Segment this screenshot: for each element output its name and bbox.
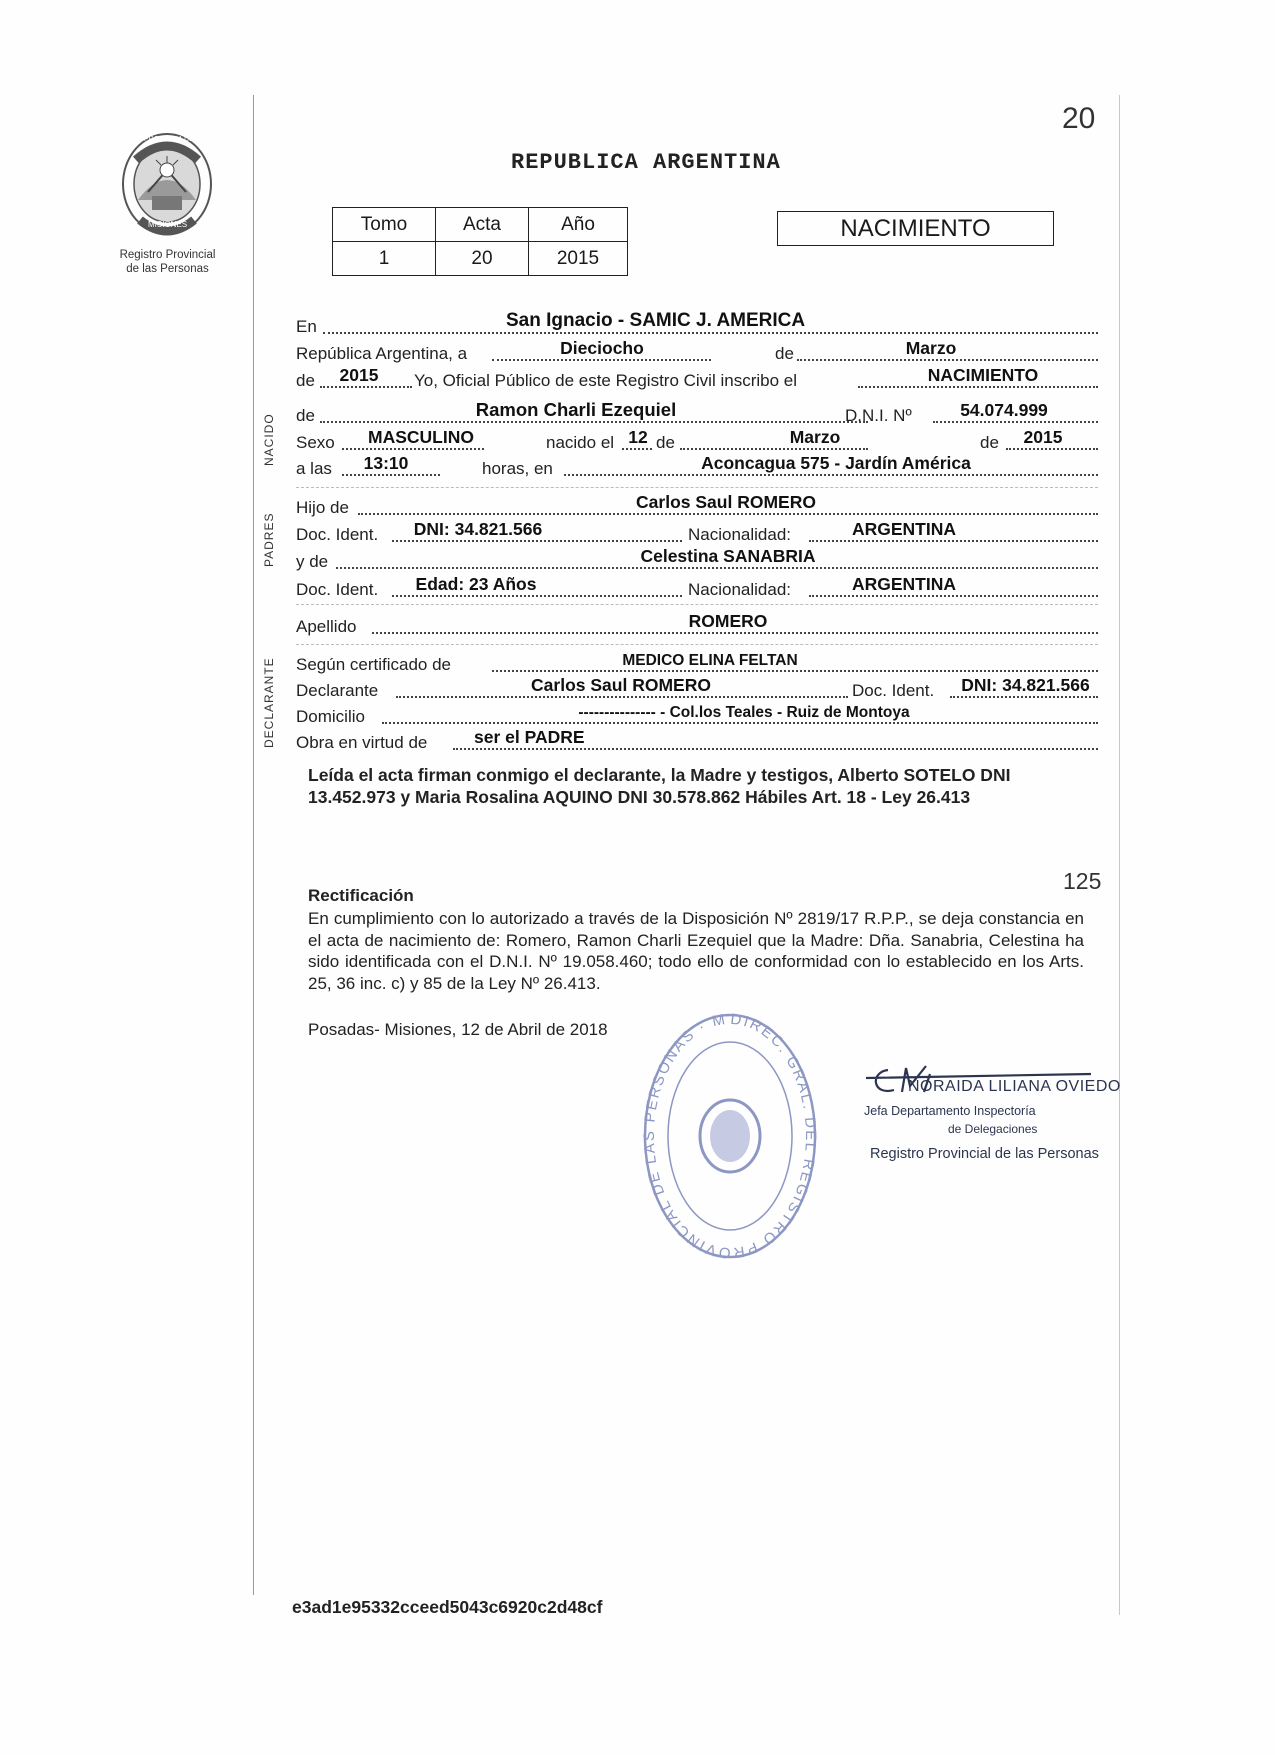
value-father-nat: ARGENTINA bbox=[851, 519, 957, 539]
row-name bbox=[296, 401, 1098, 427]
value-obra: ser el PADRE bbox=[474, 727, 585, 747]
rectification-place-date: Posadas- Misiones, 12 de Abril de 2018 bbox=[308, 1020, 608, 1039]
row-year bbox=[296, 366, 1098, 392]
row-time bbox=[296, 454, 1098, 480]
left-margin-line bbox=[253, 95, 254, 1595]
value-apellido: ROMERO bbox=[688, 611, 768, 631]
label-de-birth-year: de bbox=[980, 433, 999, 452]
label-doc-ident-declarante: Doc. Ident. bbox=[852, 681, 935, 700]
rectification-body: En cumplimiento con lo autorizado a través de la Disposición Nº 2819/17 R.P.P., se deja constancia en el acta de nacimiento de: Romero, Ramon Charli Ezequiel que la Madre: Dña. Sanabria, Celestina ha sido identificada con el D.N.I. Nº 19.058.460; todo ello de conformidad con lo establecido en los Arts. 25, 36 inc. c) y 85 de la Ley Nº 26.413. bbox=[308, 909, 1084, 993]
signature-statement: Leída el acta firman conmigo el declarante, la Madre y testigos, Alberto SOTELO DNI 13.452.973 y Maria Rosalina AQUINO DNI 30.578.862 Hábiles Art. 18 - Ley 26.413 bbox=[308, 765, 1011, 807]
label-segun: Según certificado de bbox=[296, 655, 451, 674]
divider-apellido bbox=[296, 644, 1098, 645]
label-obra: Obra en virtud de bbox=[296, 733, 428, 752]
label-horas-en: horas, en bbox=[482, 459, 553, 478]
header-ano: Año bbox=[529, 208, 628, 242]
divider-nacido bbox=[296, 487, 1098, 488]
label-sexo: Sexo bbox=[296, 433, 335, 452]
value-declarante: Carlos Saul ROMERO bbox=[531, 675, 711, 695]
value-year: 2015 bbox=[339, 365, 379, 385]
label-doc-ident-father: Doc. Ident. bbox=[296, 525, 379, 544]
label-doc-ident-mother: Doc. Ident. bbox=[296, 580, 379, 599]
value-month: Marzo bbox=[905, 338, 957, 358]
value-father: Carlos Saul ROMERO bbox=[636, 492, 816, 512]
right-margin-line bbox=[1119, 95, 1120, 1615]
label-republica: República Argentina, a bbox=[296, 344, 468, 363]
signatory-role-1: Jefa Departamento Inspectoría bbox=[864, 1104, 1036, 1118]
label-y-de: y de bbox=[296, 552, 329, 571]
row-domicilio bbox=[296, 702, 1098, 728]
value-sexo: MASCULINO bbox=[368, 427, 474, 447]
value-name: Ramon Charli Ezequiel bbox=[475, 399, 677, 420]
row-declarante bbox=[296, 676, 1098, 702]
rectification-number: 125 bbox=[1063, 868, 1102, 894]
label-a-las: a las bbox=[296, 459, 332, 478]
seal-bottom-text: MISIONES bbox=[148, 220, 188, 229]
value-declarante-doc: DNI: 34.821.566 bbox=[961, 675, 1090, 695]
label-nacido-el: nacido el bbox=[546, 433, 615, 452]
rectification-title: Rectificación bbox=[308, 886, 414, 905]
value-day: Dieciocho bbox=[560, 338, 644, 358]
value-ano: 2015 bbox=[529, 242, 628, 276]
value-father-doc: DNI: 34.821.566 bbox=[413, 519, 543, 539]
row-mother-doc bbox=[296, 575, 1098, 601]
logo-caption-2: de las Personas bbox=[126, 263, 209, 275]
value-mother: Celestina SANABRIA bbox=[640, 546, 816, 566]
label-domicilio: Domicilio bbox=[296, 707, 365, 726]
signatory-org: Registro Provincial de las Personas bbox=[870, 1146, 1099, 1162]
value-dni: 54.074.999 bbox=[960, 400, 1048, 420]
row-apellido bbox=[296, 612, 1098, 638]
section-label-declarante: DECLARANTE bbox=[262, 657, 276, 748]
label-nacionalidad-mother: Nacionalidad: bbox=[688, 580, 792, 599]
header-tomo: Tomo bbox=[333, 208, 436, 242]
label-hijo-de: Hijo de bbox=[296, 498, 349, 517]
row-republica bbox=[296, 339, 1098, 365]
document-title: REPUBLICA ARGENTINA bbox=[511, 150, 781, 175]
value-time: 13:10 bbox=[363, 453, 409, 473]
label-yo: Yo, Oficial Público de este Registro Civil inscribo el bbox=[414, 371, 797, 390]
section-label-nacido: NACIDO bbox=[262, 413, 276, 466]
page-number: 20 bbox=[1062, 102, 1096, 135]
value-birth-day: 12 bbox=[628, 427, 648, 447]
row-father bbox=[296, 493, 1098, 519]
official-stamp bbox=[640, 1010, 820, 1262]
province-seal bbox=[118, 130, 216, 238]
document-hash: e3ad1e95332cceed5043c6920c2d48cf bbox=[292, 1597, 603, 1617]
value-place: Aconcagua 575 - Jardín América bbox=[701, 453, 971, 473]
label-de-month: de bbox=[775, 344, 794, 363]
value-birth-month: Marzo bbox=[789, 427, 841, 447]
value-mother-nat: ARGENTINA bbox=[851, 574, 957, 594]
signatory-name: NORAIDA LILIANA OVIEDO bbox=[908, 1078, 1121, 1095]
signatory-role-2: de Delegaciones bbox=[948, 1122, 1038, 1136]
row-obra bbox=[296, 728, 1098, 754]
value-cert: MEDICO ELINA FELTAN bbox=[622, 652, 798, 669]
row-mother bbox=[296, 547, 1098, 573]
value-birth-year: 2015 bbox=[1023, 427, 1063, 447]
record-table bbox=[332, 207, 628, 276]
label-nacionalidad-father: Nacionalidad: bbox=[688, 525, 792, 544]
header-acta: Acta bbox=[436, 208, 529, 242]
row-father-doc bbox=[296, 520, 1098, 546]
seal-arc-text: PROVINCIA DE bbox=[144, 136, 194, 143]
row-sexo bbox=[296, 428, 1098, 454]
label-de-birth-month: de bbox=[656, 433, 675, 452]
label-apellido: Apellido bbox=[296, 617, 357, 636]
value-act: NACIMIENTO bbox=[927, 365, 1039, 385]
label-de-name: de bbox=[296, 406, 315, 425]
value-domicilio: --------------- - Col.los Teales - Ruiz de Montoya bbox=[578, 704, 910, 721]
row-certificado bbox=[296, 650, 1098, 676]
value-tomo: 1 bbox=[333, 242, 436, 276]
logo-caption-1: Registro Provincial bbox=[119, 249, 216, 261]
value-mother-doc: Edad: 23 Años bbox=[415, 574, 537, 594]
label-declarante: Declarante bbox=[296, 681, 379, 700]
divider-padres bbox=[296, 604, 1098, 605]
row-en bbox=[296, 312, 1098, 338]
value-acta: 20 bbox=[436, 242, 529, 276]
record-type-box bbox=[777, 211, 1054, 246]
stamp-ring-text: DIREC. GRAL. DEL REGISTRO PROVINCIAL DE LAS PERSONAS · M bbox=[640, 1010, 819, 1262]
value-en: San Ignacio - SAMIC J. AMERICA bbox=[506, 310, 806, 331]
section-label-padres: PADRES bbox=[262, 512, 276, 567]
label-dni: D.N.I. Nº bbox=[845, 406, 912, 425]
label-de-year: de bbox=[296, 371, 315, 390]
label-en: En bbox=[296, 317, 317, 336]
record-type: NACIMIENTO bbox=[840, 215, 991, 242]
